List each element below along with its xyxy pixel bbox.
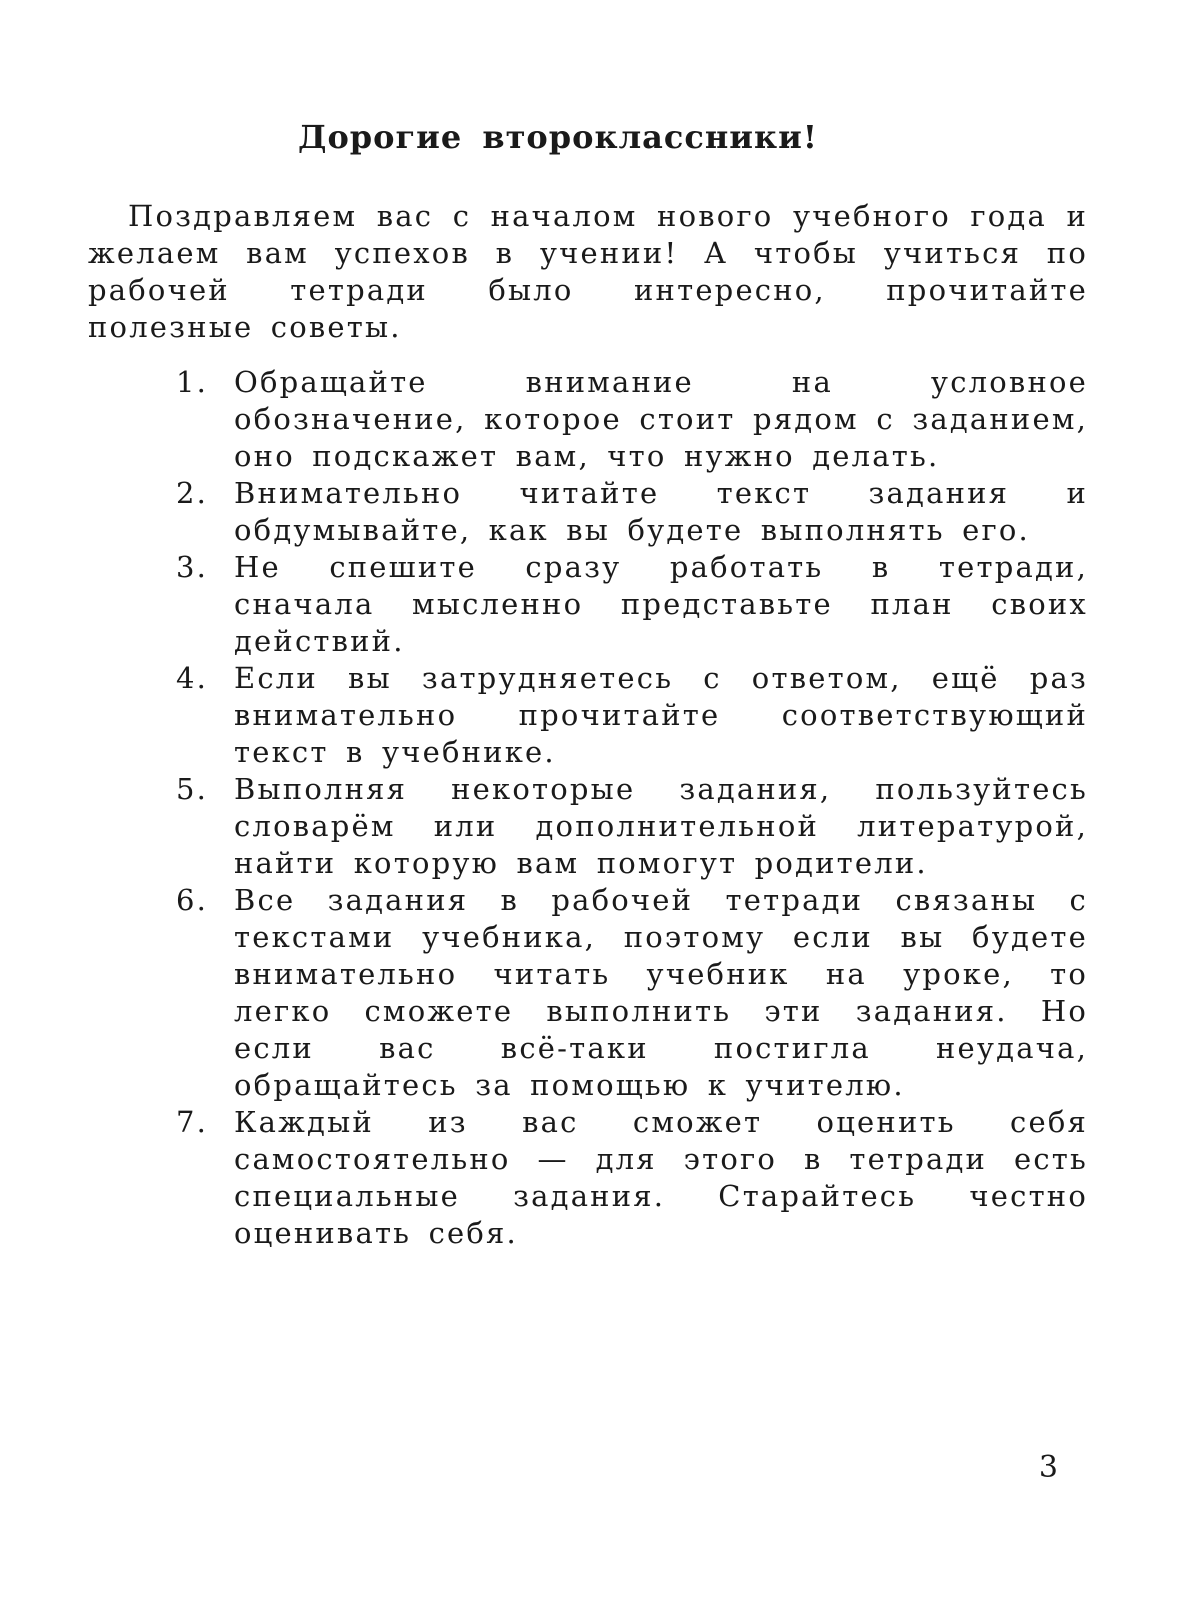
list-item-number: 4. <box>176 661 209 695</box>
page-number: 3 <box>1038 1450 1058 1485</box>
list-item-text: Выполняя некоторые задания, пользуйтесь словарём или дополнительной литературой, найти которую вам помогут родители. <box>234 772 1088 880</box>
advice-list <box>168 364 1088 1252</box>
list-item-number: 7. <box>176 1105 209 1139</box>
list-item <box>168 771 1088 882</box>
list-item-number: 1. <box>176 365 209 399</box>
list-item-number: 5. <box>176 772 209 806</box>
list-item-text: Каждый из вас сможет оценить себя самостоятельно — для этого в тетради есть специальные задания. Старайтесь честно оценивать себя. <box>234 1105 1088 1250</box>
list-item <box>168 1104 1088 1252</box>
intro-paragraph: Поздравляем вас с началом нового учебного года и желаем вам успехов в учении! А чтобы учиться по рабочей тетради было интересно, прочитайте полезные советы. <box>88 199 1088 344</box>
page-title: Дорогие второклассники! <box>298 118 818 156</box>
list-item <box>168 882 1088 1104</box>
document-page <box>88 0 1088 1604</box>
list-item-number: 6. <box>176 883 209 917</box>
list-item-text: Внимательно читайте текст задания и обдумывайте, как вы будете выполнять его. <box>234 476 1088 547</box>
list-item <box>168 660 1088 771</box>
list-item-number: 3. <box>176 550 209 584</box>
list-item-text: Если вы затрудняетесь с ответом, ещё раз внимательно прочитайте соответствующий текст в учебнике. <box>234 661 1088 769</box>
list-item-text: Обращайте внимание на условное обозначение, которое стоит рядом с заданием, оно подскажет вам, что нужно делать. <box>234 365 1088 473</box>
list-item-text: Не спешите сразу работать в тетради, сначала мысленно представьте план своих действий. <box>234 550 1088 658</box>
list-item-text: Все задания в рабочей тетради связаны с текстами учебника, поэтому если вы будете внимательно читать учебник на уроке, то легко сможете выполнить эти задания. Но если вас всё-таки постигла неудача, обращайтесь за помощью к учителю. <box>234 883 1088 1102</box>
list-item <box>168 364 1088 475</box>
list-item <box>168 549 1088 660</box>
list-item-number: 2. <box>176 476 209 510</box>
list-item <box>168 475 1088 549</box>
